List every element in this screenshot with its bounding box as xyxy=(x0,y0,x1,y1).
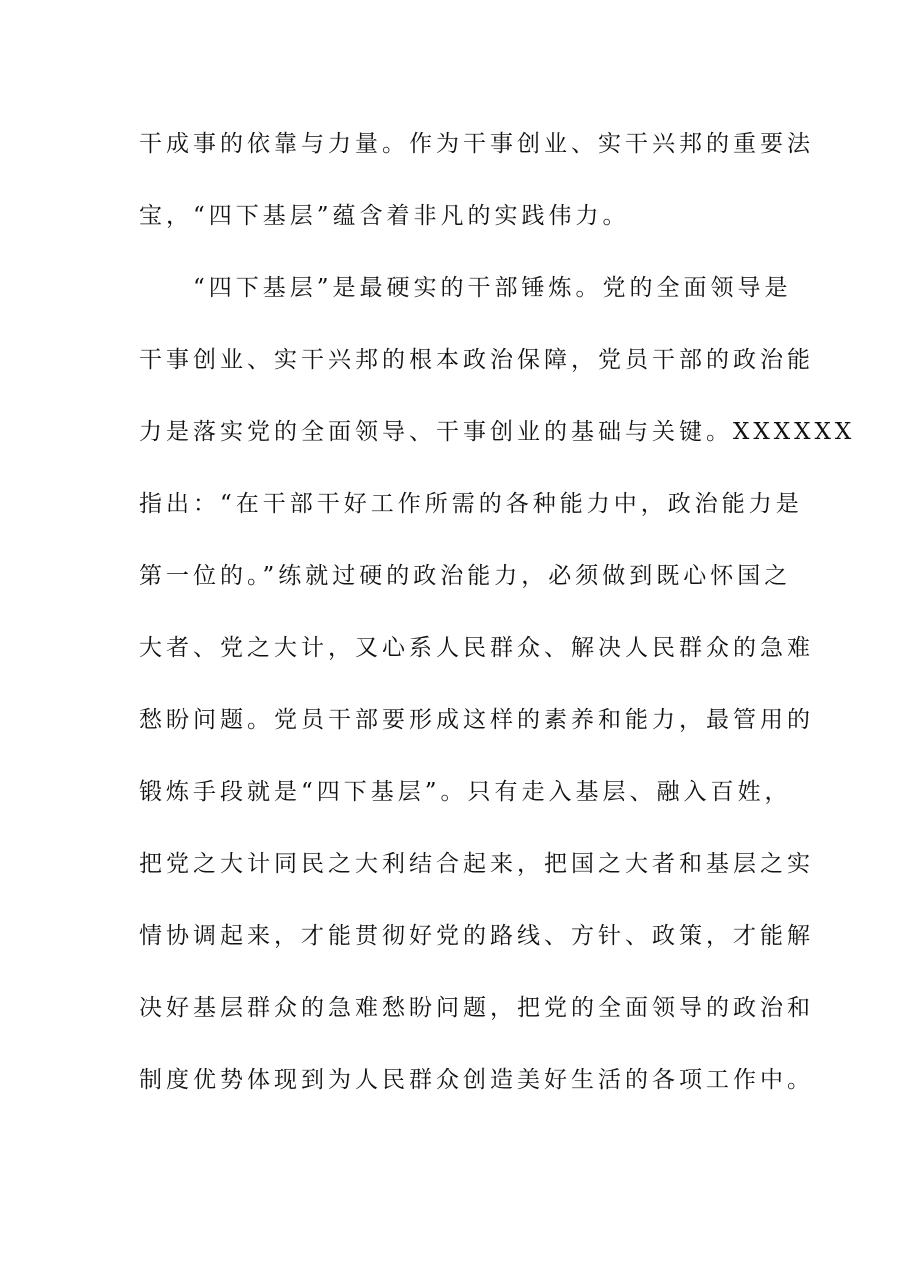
text-line: 宝，“四下基层”蕴含着非凡的实践伟力。 xyxy=(139,203,630,229)
text-line: 把党之大计同民之大利结合起来，把国之大者和基层之实 xyxy=(139,851,814,877)
text-line: 力是落实党的全面领导、干事创业的基础与关键。XXXXXX xyxy=(139,419,856,445)
text-line: 制度优势体现到为人民群众创造美好生活的各项工作中。 xyxy=(139,1067,814,1093)
text-line: 锻炼手段就是“四下基层”。只有走入基层、融入百姓， xyxy=(139,779,792,805)
text-line: 愁盼问题。党员干部要形成这样的素养和能力，最管用的 xyxy=(139,707,814,733)
text-line: 干事创业、实干兴邦的根本政治保障，党员干部的政治能 xyxy=(139,347,814,373)
text-line: 第一位的。”练就过硬的政治能力，必须做到既心怀国之 xyxy=(139,563,792,589)
text-line: 情协调起来，才能贯彻好党的路线、方针、政策，才能解 xyxy=(139,923,814,949)
text-line: 决好基层群众的急难愁盼问题，把党的全面领导的政治和 xyxy=(139,995,814,1021)
body-text xyxy=(139,120,856,1128)
paragraph-first-line: “四下基层”是最硬实的干部锤炼。党的全面领导是 xyxy=(193,275,792,301)
text-line: 大者、党之大计，又心系人民群众、解决人民群众的急难 xyxy=(139,635,814,661)
text-line: 指出：“在干部干好工作所需的各种能力中，政治能力是 xyxy=(139,491,803,517)
text-line: 干成事的依靠与力量。作为干事创业、实干兴邦的重要法 xyxy=(139,131,814,157)
